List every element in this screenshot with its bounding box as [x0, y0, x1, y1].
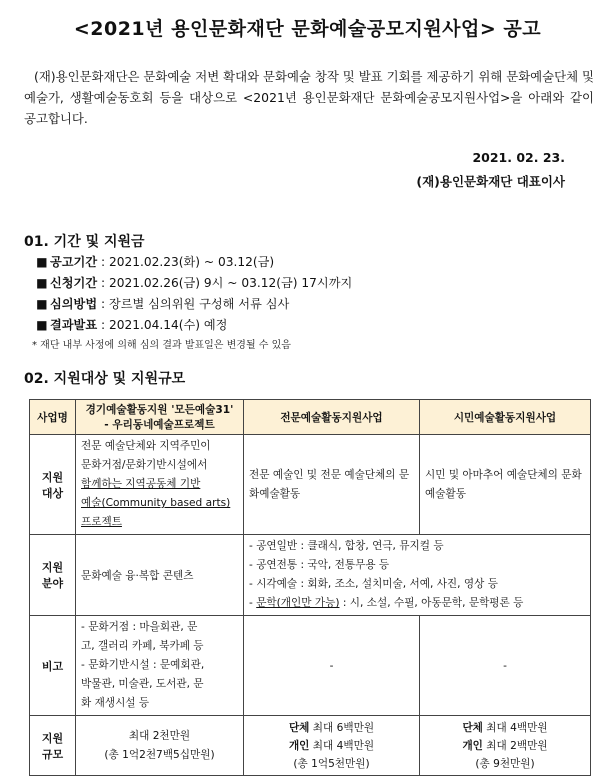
item-value: : 2021.04.14(수) 예정	[97, 318, 228, 332]
table-cell: 문화예술 융·복합 콘텐츠	[76, 535, 244, 616]
table-cell: 단체 최대 6백만원 개인 최대 4백만원 (총 1억5천만원)	[244, 716, 420, 776]
row-header: 지원 대상	[30, 435, 76, 535]
table-row	[30, 535, 591, 616]
item-value: : 장르별 심의위원 구성해 서류 심사	[97, 297, 290, 311]
header-cell: 사업명	[30, 400, 76, 435]
row-header: 비고	[30, 616, 76, 716]
signature: (재)용인문화재단 대표이사	[416, 174, 565, 189]
item-label: 신청기간	[50, 276, 98, 290]
section-2-title: 02. 지원대상 및 지원규모	[24, 371, 186, 387]
announcement-date: 2021. 02. 23.	[472, 150, 565, 165]
table-cell: 시민 및 아마추어 예술단체의 문화예술활동	[420, 435, 591, 535]
table-cell: 전문 예술단체와 지역주민이 문화거점/문화기반시설에서 함께하는 지역공동체 기반 예술(Community based arts) 프로젝트	[76, 435, 244, 535]
table-header-row	[30, 400, 591, 435]
item-label: 공고기간	[50, 255, 98, 269]
bullet-icon: ■	[36, 297, 48, 311]
table-row	[30, 435, 591, 535]
table-row	[30, 616, 591, 716]
bullet-icon: ■	[36, 255, 48, 269]
schedule-list	[36, 252, 352, 336]
item-label: 결과발표	[50, 318, 98, 332]
support-table	[29, 399, 591, 776]
bullet-icon: ■	[36, 276, 48, 290]
header-cell: 시민예술활동지원사업	[420, 400, 591, 435]
row-header: 지원 분야	[30, 535, 76, 616]
table-row	[30, 716, 591, 776]
header-cell: 경기예술활동지원 '모든예술31' - 우리동네예술프로젝트	[76, 400, 244, 435]
item-value: : 2021.02.26(금) 9시 ~ 03.12(금) 17시까지	[97, 276, 353, 290]
list-item	[36, 252, 352, 273]
table-cell: -	[420, 616, 591, 716]
section-1-title: 01. 기간 및 지원금	[24, 234, 145, 250]
list-item	[36, 294, 352, 315]
row-header: 지원 규모	[30, 716, 76, 776]
header-cell: 전문예술활동지원사업	[244, 400, 420, 435]
table-cell: 단체 최대 4백만원 개인 최대 2백만원 (총 9천만원)	[420, 716, 591, 776]
table-cell: -	[244, 616, 420, 716]
schedule-note: * 재단 내부 사정에 의해 심의 결과 발표일은 변경될 수 있음	[32, 340, 291, 351]
intro-paragraph: (재)용인문화재단은 문화예술 저변 확대와 문화예술 창작 및 발표 기회를 제공하기 위해 문화예술단체 및 예술가, 생활예술동호회 등을 대상으로 <2021년 용인문화재단 문화예술공모지원사업>을 아래와 같이 공고합니다.	[24, 69, 594, 126]
item-value: : 2021.02.23(화) ~ 03.12(금)	[97, 255, 275, 269]
table-cell: 전문 예술인 및 전문 예술단체의 문화예술활동	[244, 435, 420, 535]
table-cell: - 공연일반 : 클래식, 합창, 연극, 뮤지컬 등 - 공연전통 : 국악, 전통무용 등 - 시각예술 : 회화, 조소, 설치미술, 서예, 사진, 영상 등 - 문학(개인만 가능) : 시, 소설, 수필, 아동문학, 문학평론 등	[244, 535, 591, 616]
bullet-icon: ■	[36, 318, 48, 332]
list-item	[36, 273, 352, 294]
page-title: <2021년 용인문화재단 문화예술공모지원사업> 공고	[73, 18, 542, 40]
item-label: 심의방법	[50, 297, 98, 311]
list-item	[36, 315, 352, 336]
table-cell: - 문화거점 : 마을회관, 문 고, 갤러리 카페, 북카페 등 - 문화기반시설 : 문예회관, 박물관, 미술관, 도서관, 문 화 재생시설 등	[76, 616, 244, 716]
table-cell: 최대 2천만원 (총 1억2천7백5십만원)	[76, 716, 244, 776]
